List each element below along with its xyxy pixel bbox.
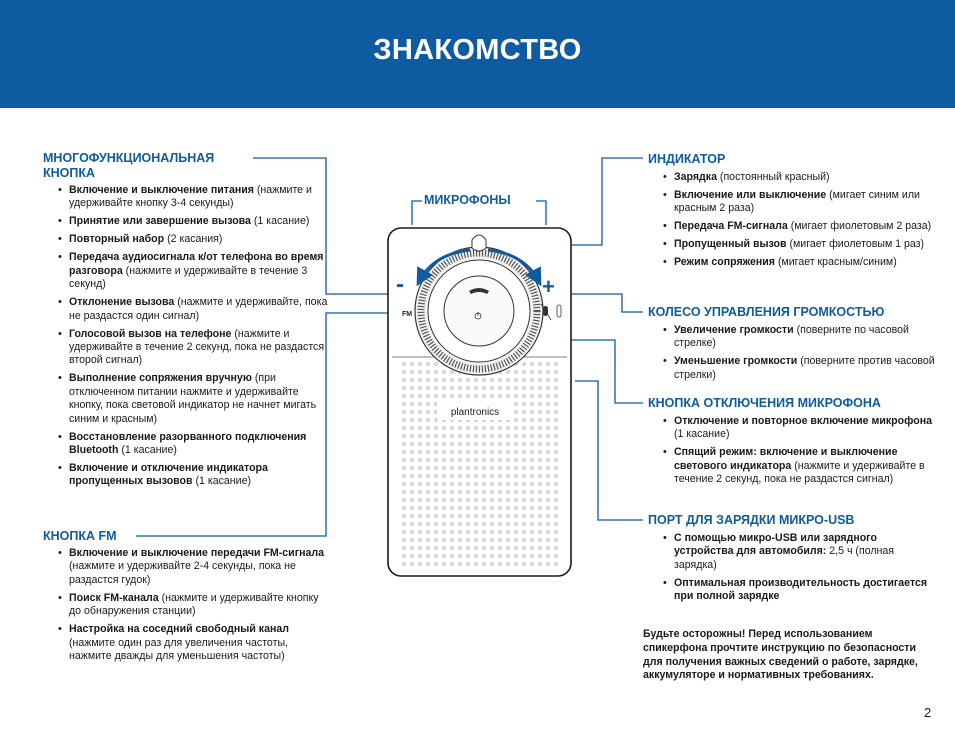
usb-title: ПОРТ ДЛЯ ЗАРЯДКИ МИКРО-USB [648, 513, 855, 527]
list-item [648, 415, 938, 442]
list-item-text: (1 касание) [674, 428, 730, 441]
list-item-bold: Увеличение громкости [674, 324, 794, 336]
list-item-bold: С помощью микро-USB или зарядного устройства для автомобиля: [674, 532, 877, 558]
list-item [43, 184, 333, 211]
list-item-text: (мигает красным/синим) [777, 256, 897, 269]
list-item [43, 431, 333, 458]
list-item-bold: Включение или выключение [674, 189, 827, 201]
safety-warning: Будьте осторожны! Перед использованием спикерфона прочтите инструкцию по безопасности для получения важных сведений о работе, зарядке, аккумуляторе и нормативных требованиях. [643, 628, 918, 682]
list-item [43, 215, 333, 228]
list-item [43, 233, 333, 246]
minus-sign: - [396, 271, 404, 298]
volume-list [648, 324, 938, 387]
list-item-bold: Отключение и повторное включение микрофона [674, 415, 933, 427]
list-item-bold: Спящий режим: включение и выключение светового индикатора [674, 446, 898, 472]
callout-mute [560, 340, 643, 403]
list-item-text: (мигает фиолетовым 2 раза) [790, 220, 932, 233]
speakerphone-illustration [388, 228, 571, 576]
list-item-bold: Отклонение вызова [69, 296, 175, 309]
callout-usb [575, 381, 643, 520]
list-item-bold: Принятие или завершение вызова [69, 215, 251, 228]
list-item [648, 532, 938, 572]
list-item-text: (нажмите и удерживайте в течение 3 секунд) [69, 264, 308, 291]
list-item-text: 2,5 ч (полная зарядка) [674, 545, 895, 571]
list-item-bold: Зарядка [674, 171, 717, 183]
list-item-text: (постоянный красный) [719, 171, 830, 183]
list-item [43, 296, 333, 323]
list-item-text: (1 касание) [121, 444, 177, 457]
list-item [648, 577, 938, 604]
list-item [43, 462, 333, 489]
mfb-title: МНОГОФУНКЦИОНАЛЬНАЯ КНОПКА [43, 151, 215, 180]
brand-logo: plantronics [450, 407, 500, 418]
list-item-text: (при отключенном питании нажмите и удерживайте кнопку, пока световой индикатор не начнет мигать синим и красным) [69, 372, 317, 425]
list-item [43, 592, 333, 619]
list-item-bold: Оптимальная производительность достигается при полной зарядке [674, 576, 928, 603]
indicator-list [648, 171, 938, 274]
list-item-text: (нажмите и удерживайте кнопку до обнаружения станции) [69, 591, 319, 618]
list-item-bold: Поиск FM-канала [69, 591, 159, 604]
list-item-text: (нажмите и удерживайте, пока не раздастся один сигнал) [69, 296, 328, 322]
list-item-bold: Выполнение сопряжения вручную [69, 372, 252, 385]
list-item-text: (нажмите и удерживайте кнопку 3-4 секунды) [69, 184, 312, 210]
list-item-text: (нажмите один раз для увеличения частоты, нажмите дважды для уменьшения частоты) [69, 636, 288, 663]
microphones-label: МИКРОФОНЫ [424, 193, 511, 207]
list-item-text: (2 касания) [167, 233, 223, 246]
list-item-text: (поверните против часовой стрелки) [674, 355, 935, 381]
list-item-bold: Включение и отключение индикатора пропущенных вызовов [69, 462, 268, 488]
list-item [648, 189, 938, 216]
list-item [43, 251, 333, 291]
plus-sign: + [542, 274, 555, 299]
fm-label: FM [402, 311, 413, 318]
list-item-text: (1 касание) [253, 215, 310, 228]
list-item [648, 446, 938, 486]
list-item-bold: Голосовой вызов на телефоне [69, 327, 232, 340]
callout-volume [560, 294, 643, 312]
list-item-text: (нажмите и удерживайте в течение 2 секунд, пока не раздастся сигнал) [674, 459, 925, 486]
indicator-title: ИНДИКАТОР [648, 152, 726, 166]
mute-title: КНОПКА ОТКЛЮЧЕНИЯ МИКРОФОНА [648, 396, 881, 410]
mute-list [648, 415, 938, 491]
list-item-bold: Передача аудиосигнала к/от телефона во время разговора [69, 251, 324, 277]
page-number: 2 [924, 705, 932, 720]
list-item-bold: Включение и выключение питания [69, 184, 254, 196]
list-item-bold: Восстановление разорванного подключения Bluetooth [69, 430, 307, 457]
page-title: ЗНАКОМСТВО [373, 34, 582, 66]
list-item-bold: Повторный набор [69, 233, 165, 246]
list-item-bold: Уменьшение громкости [674, 355, 798, 368]
list-item-bold: Режим сопряжения [674, 256, 775, 269]
list-item-text: (нажмите и удерживайте в течение 2 секунд, пока не раздастся второй сигнал) [69, 327, 325, 367]
list-item [648, 220, 938, 233]
usb-list [648, 532, 938, 608]
fm-title: КНОПКА FM [43, 529, 117, 543]
list-item [43, 328, 333, 368]
list-item [648, 256, 938, 269]
fm-list [43, 547, 333, 668]
list-item-bold: Передача FM-сигнала [674, 220, 788, 233]
list-item [648, 324, 938, 351]
list-item-bold: Настройка на соседний свободный канал [69, 623, 289, 636]
list-item-text: (1 касание) [195, 475, 251, 488]
volume-title: КОЛЕСО УПРАВЛЕНИЯ ГРОМКОСТЬЮ [648, 305, 885, 319]
list-item-bold: Пропущенный вызов [674, 238, 787, 251]
list-item-bold: Включение и выключение передачи FM-сигнала [69, 547, 325, 559]
list-item-text: (нажмите и удерживайте 2-4 секунды, пока не раздастся гудок) [69, 560, 296, 586]
mfb-list [43, 184, 333, 493]
list-item-text: (поверните по часовой стрелке) [674, 324, 909, 350]
list-item [648, 238, 938, 251]
list-item-text: (мигает синим или красным 2 раза) [674, 189, 920, 215]
list-item [43, 372, 333, 426]
list-item [43, 547, 333, 587]
list-item [648, 171, 938, 184]
list-item [648, 355, 938, 382]
list-item-text: (мигает фиолетовым 1 раз) [789, 238, 925, 251]
list-item [43, 623, 333, 663]
